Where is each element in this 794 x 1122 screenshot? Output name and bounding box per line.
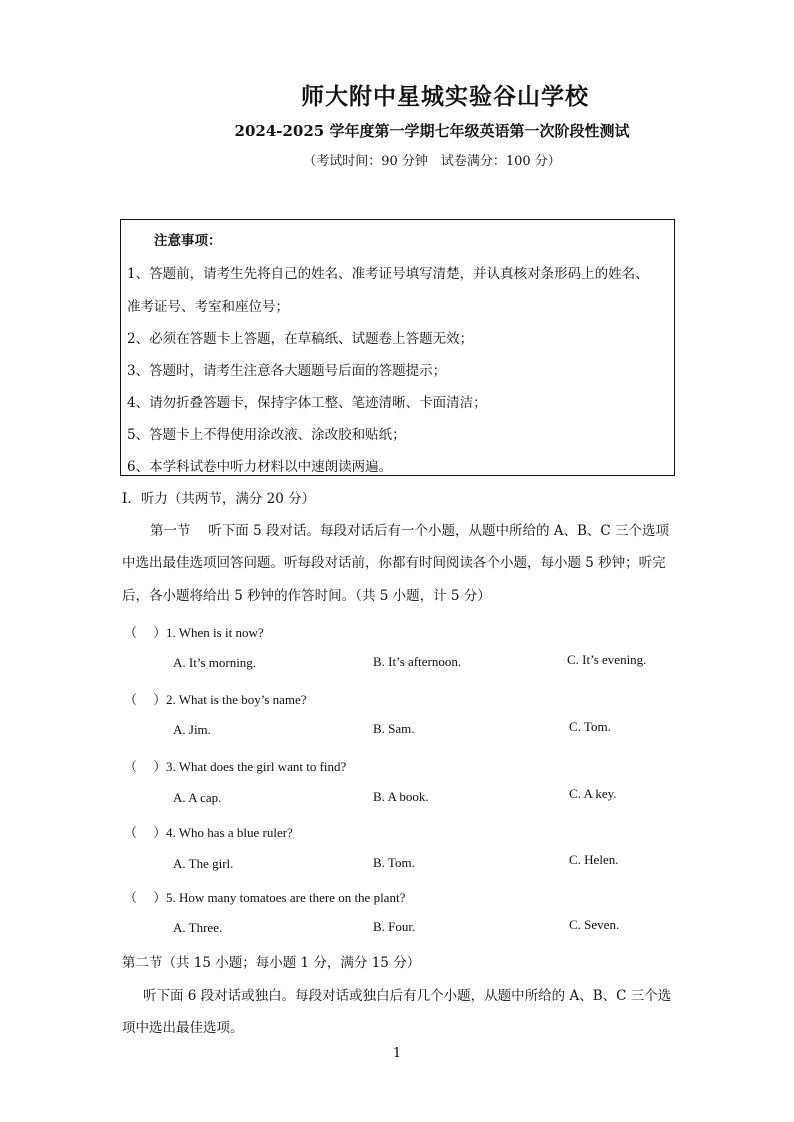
- question-row: [124, 622, 264, 641]
- option-b: B. Tom.: [373, 855, 415, 870]
- answer-blank[interactable]: （ ）: [124, 625, 167, 640]
- answer-blank[interactable]: （ ）: [124, 759, 167, 774]
- section-heading-listening: I．听力（共两节，满分 20 分）: [122, 491, 316, 507]
- option-a: A. Three.: [173, 920, 223, 935]
- option-c: C. Seven.: [569, 917, 620, 932]
- option-c: C. A key.: [569, 786, 617, 801]
- question-row: [124, 756, 346, 775]
- option-b: B. Sam.: [373, 721, 415, 736]
- question-text: 4. Who has a blue ruler?: [166, 825, 293, 840]
- option-b: B. It’s afternoon.: [373, 654, 462, 669]
- option-b: B. A book.: [373, 789, 429, 804]
- page-number: 1: [392, 1046, 402, 1061]
- question-row: [124, 689, 307, 708]
- exam-title: 2024-2025 学年度第一学期七年级英语第一次阶段性测试: [234, 122, 630, 140]
- part1-instruction-line: 第一节 听下面 5 段对话。每段对话后有一个小题，从题中所给的 A、B、C 三个选项: [150, 523, 670, 539]
- question-text: 3. What does the girl want to find?: [166, 759, 347, 774]
- notice-line: 1、答题前，请考生先将自己的姓名、准考证号填写清楚，并认真核对条形码上的姓名、: [127, 266, 649, 282]
- option-c: C. It’s evening.: [567, 652, 647, 667]
- notice-line: 4、请勿折叠答题卡，保持字体工整、笔迹清晰、卡面清洁；: [127, 395, 487, 411]
- notice-line: 6、本学科试卷中听力材料以中速朗读两遍。: [127, 459, 393, 475]
- option-a: A. Jim.: [173, 722, 211, 737]
- option-c: C. Tom.: [569, 719, 611, 734]
- school-title: 师大附中星城实验谷山学校: [301, 83, 589, 110]
- option-a: A. A cap.: [173, 790, 222, 805]
- part2-instruction-line: 听下面 6 段对话或独白。每段对话或独白后有几个小题，从题中所给的 A、B、C 三个选: [143, 988, 672, 1004]
- part2-instruction-line: 项中选出最佳选项。: [122, 1020, 244, 1036]
- question-text: 1. When is it now?: [166, 625, 264, 640]
- question-row: [124, 822, 293, 841]
- answer-blank[interactable]: （ ）: [124, 825, 167, 840]
- question-row: [124, 887, 405, 906]
- question-text: 2. What is the boy’s name?: [166, 692, 307, 707]
- option-c: C. Helen.: [569, 852, 619, 867]
- notice-line: 准考证号、考室和座位号；: [127, 299, 289, 315]
- part2-heading: 第二节（共 15 小题；每小题 1 分，满分 15 分）: [122, 955, 421, 971]
- question-text: 5. How many tomatoes are there on the plant?: [166, 890, 406, 905]
- notice-heading: 注意事项：: [154, 233, 222, 249]
- notice-line: 2、必须在答题卡上答题，在草稿纸、试题卷上答题无效；: [127, 331, 474, 347]
- part1-instruction-line: 后，各小题将给出 5 秒钟的作答时间。（共 5 小题，计 5 分）: [122, 588, 491, 604]
- option-b: B. Four.: [373, 919, 416, 934]
- notice-line: 3、答题时，请考生注意各大题题号后面的答题提示；: [127, 363, 447, 379]
- part1-instruction-line: 中选出最佳选项回答问题。听每段对话前，你都有时间阅读各个小题，每小题 5 秒钟；听完: [122, 555, 666, 571]
- option-a: A. It’s morning.: [173, 655, 257, 670]
- answer-blank[interactable]: （ ）: [124, 692, 167, 707]
- answer-blank[interactable]: （ ）: [124, 890, 167, 905]
- notice-line: 5、答题卡上不得使用涂改液、涂改胶和贴纸；: [127, 427, 406, 443]
- exam-info: （考试时间：90 分钟 试卷满分：100 分）: [303, 154, 561, 169]
- option-a: A. The girl.: [173, 856, 234, 871]
